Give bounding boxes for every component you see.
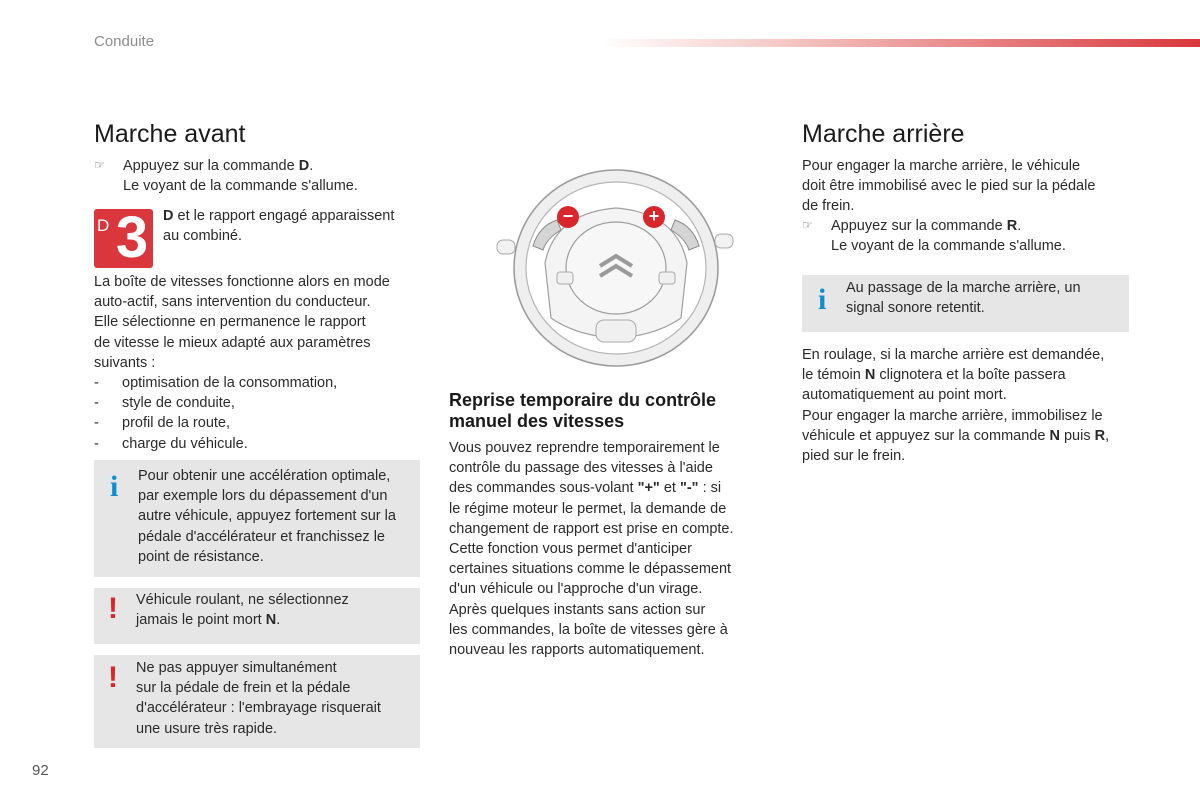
info-box-text: Au passage de la marche arrière, un signal sonore retentit. bbox=[846, 280, 1081, 317]
steering-wheel-illustration bbox=[495, 168, 735, 373]
info-icon: i bbox=[110, 470, 119, 503]
hand-pointer-icon: ☞ bbox=[94, 158, 105, 172]
reprise-title: Reprise temporaire du contrôle manuel des vitesses bbox=[449, 390, 717, 431]
warning-icon: ! bbox=[108, 661, 118, 694]
warning-box-text: Ne pas appuyer simultanément sur la pédale de frein et la pédale d'accélérateur : l'embrayage risquerait une usure très rapide. bbox=[136, 660, 381, 737]
info-icon: i bbox=[818, 283, 827, 316]
header-accent-bar bbox=[600, 39, 1200, 47]
info-box-text: Pour obtenir une accélération optimale, par exemple lors du dépassement d'un autre véhicule, appuyez fortement sur la pédale d'accélérateur et franchissez le point de résistance. bbox=[138, 468, 396, 565]
auto-mode-paragraph: La boîte de vitesses fonctionne alors en mode auto-actif, sans intervention du conducteur. Elle sélectionne en permanence le rapport de vitesse le mieux adapté aux paramètres suivants : - optimisation de la consommation, - style de conduite, - profil de la route, - charge du véhicule. bbox=[94, 272, 424, 454]
info-box-acceleration bbox=[94, 460, 420, 577]
gear-display-badge bbox=[94, 205, 153, 270]
marche-arriere-title: Marche arrière bbox=[802, 120, 965, 148]
reprise-paragraph: Vous pouvez reprendre temporairement le contrôle du passage des vitesses à l'aide des commandes sous-volant "+" et "-" : si le régime moteur le permet, la demande de changement de rapport est prise en compte. Cette fonction vous permet d'anticiper certaines situations comme le dépassement d'un véhicule ou l'approche d'un virage. Après quelques instants sans action sur les commandes, la boîte de vitesses gère à nouveau les rapports automatiquement. bbox=[449, 440, 734, 659]
warning-box-pedals bbox=[94, 655, 420, 748]
step-line: Appuyez sur la commande D. bbox=[123, 158, 314, 174]
list-item: - charge du véhicule. bbox=[94, 435, 248, 452]
step-line-2: Le voyant de la commande s'allume. bbox=[123, 178, 358, 195]
list-item: - optimisation de la consommation, bbox=[94, 375, 338, 392]
list-item: - style de conduite, bbox=[94, 395, 235, 412]
warning-box-text: Véhicule roulant, ne sélectionnez jamais le point mort N. bbox=[136, 592, 349, 629]
list-item: - profil de la route, bbox=[94, 415, 231, 432]
plus-paddle-icon: + bbox=[643, 206, 665, 228]
warning-icon: ! bbox=[108, 592, 118, 625]
marche-arriere-intro: Pour engager la marche arrière, le véhicule doit être immobilisé avec le pied sur la pédale de frein. bbox=[802, 158, 1096, 215]
minus-paddle-icon: − bbox=[557, 206, 579, 228]
badge-number: 3 bbox=[115, 205, 149, 270]
hand-pointer-icon: ☞ bbox=[802, 218, 813, 232]
section-label: Conduite bbox=[94, 33, 155, 50]
warning-box-neutral bbox=[94, 588, 420, 644]
reverse-paragraph: En roulage, si la marche arrière est demandée, le témoin N clignotera et la boîte passera automatiquement au point mort. Pour engager la marche arrière, immobilisez le véhicule et appuyez sur la commande N puis R, pied sur le frein. bbox=[802, 347, 1110, 465]
marche-avant-title: Marche avant bbox=[94, 120, 246, 148]
badge-caption: D et le rapport engagé apparaissent au combiné. bbox=[163, 208, 395, 245]
info-box-reverse bbox=[802, 275, 1129, 332]
page-number: 92 bbox=[32, 762, 49, 779]
badge-letter: D bbox=[97, 216, 110, 235]
